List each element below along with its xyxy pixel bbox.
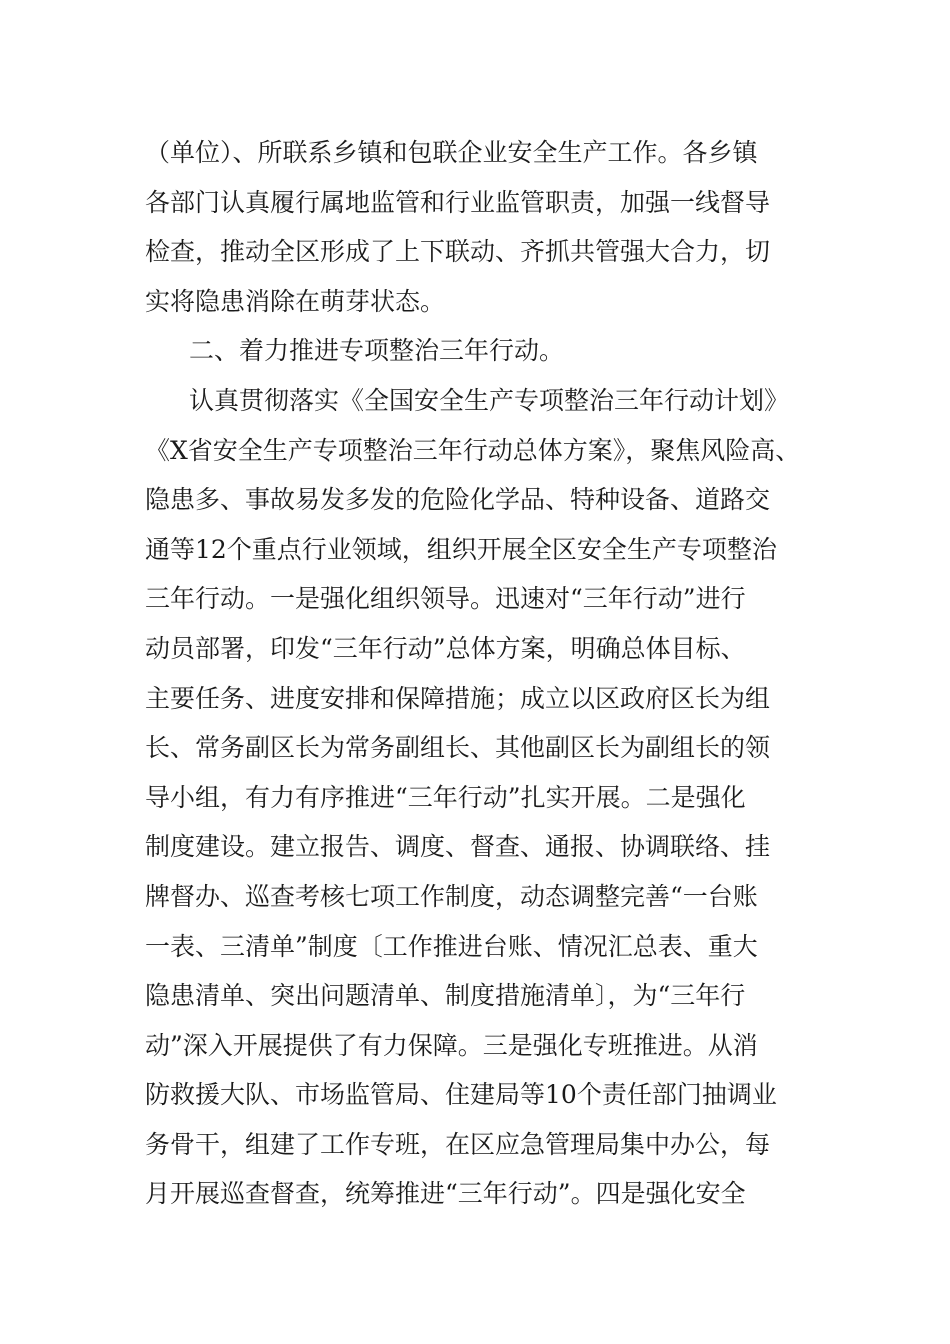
text-line: 一表、三清单”制度〔工作推进台账、情况汇总表、重大 [145,931,758,961]
text-line: 务骨干，组建了工作专班，在区应急管理局集中办公，每 [145,1129,771,1159]
text-line: 牌督办、巡查考核七项工作制度，动态调整完善“一台账 [145,881,758,911]
body-text [145,128,835,1219]
text-line: 导小组，有力有序推进“三年行动”扎实开展。二是强化 [145,782,746,812]
text-line: 三年行动。一是强化组织领导。迅速对“三年行动”进行 [145,584,746,614]
text-line: 隐患多、事故易发多发的危险化学品、特种设备、道路交 [145,485,771,515]
text-line: 动”深入开展提供了有力保障。三是强化专班推进。从消 [145,1030,758,1060]
text-line: 月开展巡查督查，统筹推进“三年行动”。四是强化安全 [145,1179,746,1209]
text-line: 通等12个重点行业领域，组织开展全区安全生产专项整治 [145,534,777,564]
text-line: 实将隐患消除在萌芽状态。 [145,286,446,316]
text-line: 动员部署，印发“三年行动”总体方案，明确总体目标、 [145,633,746,663]
text-line: 长、常务副区长为常务副组长、其他副区长为副组长的领 [145,733,771,763]
text-line: 主要任务、进度安排和保障措施；成立以区政府区长为组 [145,683,771,713]
paragraph-start-line: 认真贯彻落实《全国安全生产专项整治三年行动计划》 [189,385,790,415]
text-line: 防救援大队、市场监管局、住建局等10个责任部门抽调业 [145,1080,777,1110]
text-line: 检查，推动全区形成了上下联动、齐抓共管强大合力，切 [145,237,771,267]
text-line: 各部门认真履行属地监管和行业监管职责，加强一线督导 [145,187,771,217]
text-line: 制度建设。建立报告、调度、督查、通报、协调联络、挂 [145,832,771,862]
section-heading: 二、着力推进专项整治三年行动。 [189,336,565,366]
text-line: （单位）、所联系乡镇和包联企业安全生产工作。各乡镇 [145,138,758,167]
text-line: 《X省安全生产专项整治三年行动总体方案》，聚焦风险高、 [145,435,801,465]
text-line: 隐患清单、突出问题清单、制度措施清单〕，为“三年行 [145,981,746,1011]
